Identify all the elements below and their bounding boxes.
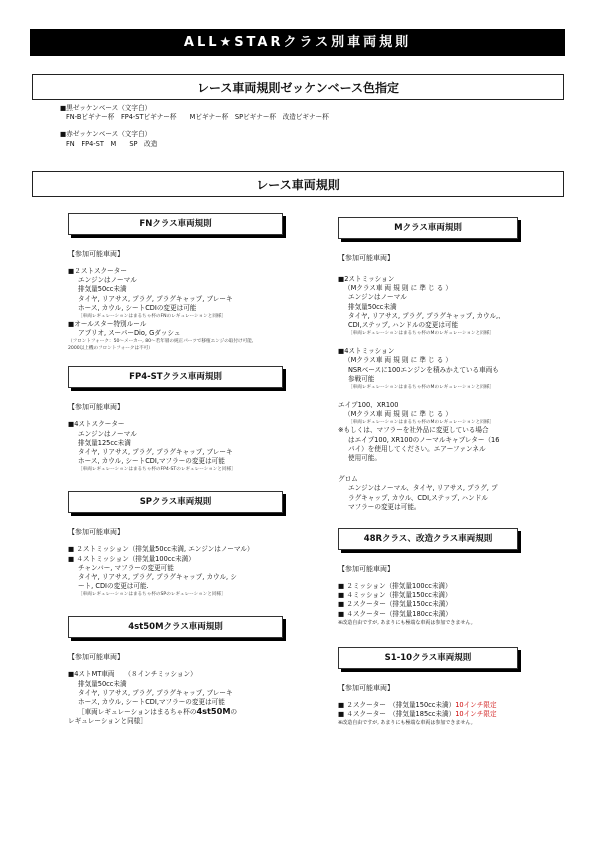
- 48r-rule-line: ■ ４ミッション（排気量150cc未満）: [338, 591, 452, 600]
- m-class-heading: Mクラス車両規則: [338, 217, 518, 239]
- s1-eligible-label: 【参加可能車両】: [338, 683, 394, 692]
- m-rule-line: 参戦可能: [348, 374, 375, 383]
- m-rule-line: ■4ストミッション: [338, 347, 395, 356]
- m-rule-line: （Mクラス車 両 規 則 に 準 じ る ）: [344, 284, 452, 293]
- m-grom-rules: [338, 475, 518, 512]
- st50-rule-line: ホース, カウル, シートCDI,マフラーの変更は可能: [78, 698, 225, 707]
- m-2st-rules: [338, 275, 518, 337]
- fp4-rule-line: 排気量125cc未満: [78, 438, 131, 447]
- fn-rule-line: タイヤ, リアサス, プラグ, プラグキャップ, ブレーキ: [78, 294, 233, 303]
- m-rule-line: パイ）を使用してください。エアーファンネル: [348, 444, 486, 453]
- sp-class-heading: SPクラス車両規則: [68, 491, 283, 513]
- fp4-rule-line: ホース, カウル, シートCDI,マフラーの変更は可能: [78, 457, 225, 466]
- fn-class-heading: FNクラス車両規則: [68, 213, 283, 235]
- st50-eligible-label: 【参加可能車両】: [68, 653, 124, 662]
- m-rule-line: マフラーの変更は可能。: [348, 502, 421, 511]
- fn-special-models: アプリオ, スーパーDio, Gダッシュ: [78, 329, 181, 338]
- st50-regulation-note: [68, 707, 283, 717]
- s1-limit-red: 10インチ限定: [455, 700, 497, 709]
- s1-note: ※改造自由ですが, あまりにも極端な車両は参加できません。: [338, 720, 476, 727]
- m-4st-rules: [338, 347, 518, 391]
- s1-rule-line: [338, 710, 518, 719]
- 48r-rules: [338, 582, 518, 627]
- m-regulation-note: ［車両レギュレーションはまるちゃ杯のMのレギュレーションと同様］: [348, 420, 495, 426]
- fn-eligible-label: 【参加可能車両】: [68, 250, 124, 258]
- fn-rules: [68, 267, 283, 352]
- fp4-rule-line: ■4ストスクーター: [68, 420, 125, 429]
- right-column: [338, 217, 518, 732]
- st50-note-emph: 4st50M: [196, 706, 231, 717]
- st50-note-text: ［車両レギュレーションはまるちゃ杯の: [78, 708, 197, 717]
- 48r-eligible-label: 【参加可能車両】: [338, 565, 394, 574]
- black-base-heading: ■黒ゼッケンベース（文字白）: [60, 104, 152, 112]
- sp-rule-line: ート, CDIの変更は可能.: [78, 582, 149, 591]
- fn-rule-line: エンジンはノーマル: [78, 276, 137, 285]
- st50-rule-line: タイヤ, リアサス, プラグ, プラグキャップ, ブレーキ: [78, 688, 233, 697]
- m-rule-line: エンジンはノーマル、タイヤ, リアサス, プラグ, プ: [348, 484, 498, 493]
- color-spec: [60, 104, 329, 149]
- s1-rule-text: ■ ４スクーター （排気量185cc未満）: [338, 710, 456, 719]
- fp4-rule-line: エンジンはノーマル: [78, 429, 137, 438]
- red-base-heading: ■赤ゼッケンベース（文字白）: [60, 130, 152, 139]
- st50-rules: [68, 670, 283, 726]
- m-rule-line: エンジンはノーマル: [348, 293, 407, 302]
- fp4-regulation-note: ［車両レギュレーションはまるちゃ杯のFP4-STのレギュレーションと同様］: [78, 467, 236, 473]
- fn-special-rule: ■オールスター特別ルール: [68, 320, 147, 329]
- fn-fork-note: 2000以上機のフロントフォークは不可）: [68, 346, 153, 352]
- sp-rule-line: チャンバー, マフラーの変更可能: [78, 563, 174, 572]
- fp4-rule-line: タイヤ, リアサス, プラグ, プラグキャップ, ブレーキ: [78, 448, 233, 457]
- sp-rule-line: ■ ４ストミッション（排気量100cc未満）: [68, 554, 195, 563]
- 48r-class-heading: 48Rクラス、改造クラス車両規則: [338, 528, 518, 550]
- s1-rules: [338, 701, 518, 727]
- fn-fork-note: （フロントフォーク：50～メーカー, 80～若年層の純正パーツで移植エンジの取付け可能,: [68, 339, 254, 345]
- m-rule-line: NSRベースに100エンジンを積みかえている車両も: [348, 365, 499, 374]
- left-column: [68, 213, 283, 732]
- s1-rule-text: ■ ２スクーター （排気量150cc未満）: [338, 700, 456, 709]
- page-banner: ALL★STARクラス別車両規則: [30, 29, 565, 56]
- m-rule-line: 使用可能。: [348, 454, 381, 463]
- fn-rule-line: ■２ストスクーター: [68, 267, 127, 275]
- sp-rule-line: タイヤ, リアサス, プラグ, プラグキャップ, カウル, シ: [78, 573, 237, 582]
- color-section-heading: レース車両規則ゼッケンベース色指定: [32, 74, 564, 100]
- 48r-note: ※改造自由ですが, あまりにも極端な車両は参加できません。: [338, 619, 476, 626]
- fp4-eligible-label: 【参加可能車両】: [68, 403, 124, 412]
- m-eligible-label: 【参加可能車両】: [338, 254, 394, 262]
- 48r-rule-line: ■ ４スクーター（排気量180cc未満）: [338, 609, 452, 618]
- sp-rules: [68, 545, 283, 598]
- s1-rule-line: [338, 701, 518, 710]
- st50-note-text: の: [230, 708, 238, 717]
- m-rule-line: ※もしくは、マフラーを社外品に変更している場合: [338, 426, 489, 435]
- m-rule-line: ■2ストミッション: [338, 275, 395, 283]
- st50-regulation-note: レギュレーションと同様］: [68, 717, 147, 726]
- m-rule-line: （Mクラス車 両 規 則 に 準 じ る ）: [344, 410, 452, 419]
- black-base-classes: FN-Bビギナー杯 FP4-STビギナー杯 Mビギナー杯 SPビギナー杯 改造ビギナー杯: [66, 113, 329, 122]
- m-rule-line: はエイプ100, XR100のノーマルキャブレター（16: [348, 435, 500, 444]
- s1-class-heading: S1-10クラス車両規則: [338, 647, 518, 669]
- fp4-rules: [68, 420, 283, 473]
- st50-rule-line: ■4ストMT車両 （８インチミッション）: [68, 670, 197, 679]
- 48r-rule-line: ■ ２ミッション（排気量100cc未満）: [338, 582, 452, 591]
- m-regulation-note: ［車両レギュレーションはまるちゃ杯のMのレギュレーションと同様］: [348, 385, 495, 391]
- rules-section-heading: レース車両規則: [32, 171, 564, 197]
- 48r-rule-line: ■ ２スクーター（排気量150cc未満）: [338, 600, 452, 609]
- sp-eligible-label: 【参加可能車両】: [68, 528, 124, 537]
- fn-regulation-note: ［車両レギュレーションはまるちゃ杯のFNのレギュレーションと同様］: [78, 314, 227, 320]
- m-regulation-note: ［車両レギュレーションはまるちゃ杯のMのレギュレーションと同様］: [348, 331, 495, 337]
- m-rule-line: CDI,ステップ, ハンドルの変更は可能: [348, 321, 459, 330]
- sp-regulation-note: ［車両レギュレーションはまるちゃ杯のSPのレギュレーションと同様］: [78, 592, 226, 598]
- fn-rule-line: 排気量50cc未満: [78, 285, 127, 294]
- s1-limit-red: 10インチ限定: [455, 710, 497, 719]
- fn-rule-line: ホース, カウル, シートCDIの変更は可能: [78, 303, 197, 312]
- m-rule-line: （Mクラス車 両 規 則 に 準 じ る ）: [344, 356, 452, 365]
- m-rule-line: タイヤ, リアサス, プラグ, プラグキャップ, カウル,、: [348, 311, 505, 320]
- m-rule-line: グロム: [338, 475, 358, 484]
- red-base-classes: FN FP4-ST M SP 改造: [66, 139, 158, 148]
- m-rule-line: 排気量50cc未満: [348, 302, 397, 311]
- m-rule-line: ラグキャップ, カウル、CDI,ステップ, ハンドル: [348, 493, 488, 502]
- m-rule-line: エイプ100、XR100: [338, 401, 399, 410]
- m-ape-rules: [338, 401, 518, 463]
- st50-class-heading: 4st50Mクラス車両規則: [68, 616, 283, 638]
- fp4-class-heading: FP4-STクラス車両規則: [68, 366, 283, 388]
- st50-rule-line: 排気量50cc未満: [78, 679, 127, 688]
- sp-rule-line: ■ ２ストミッション（排気量50cc未満, エンジンはノーマル）: [68, 545, 254, 554]
